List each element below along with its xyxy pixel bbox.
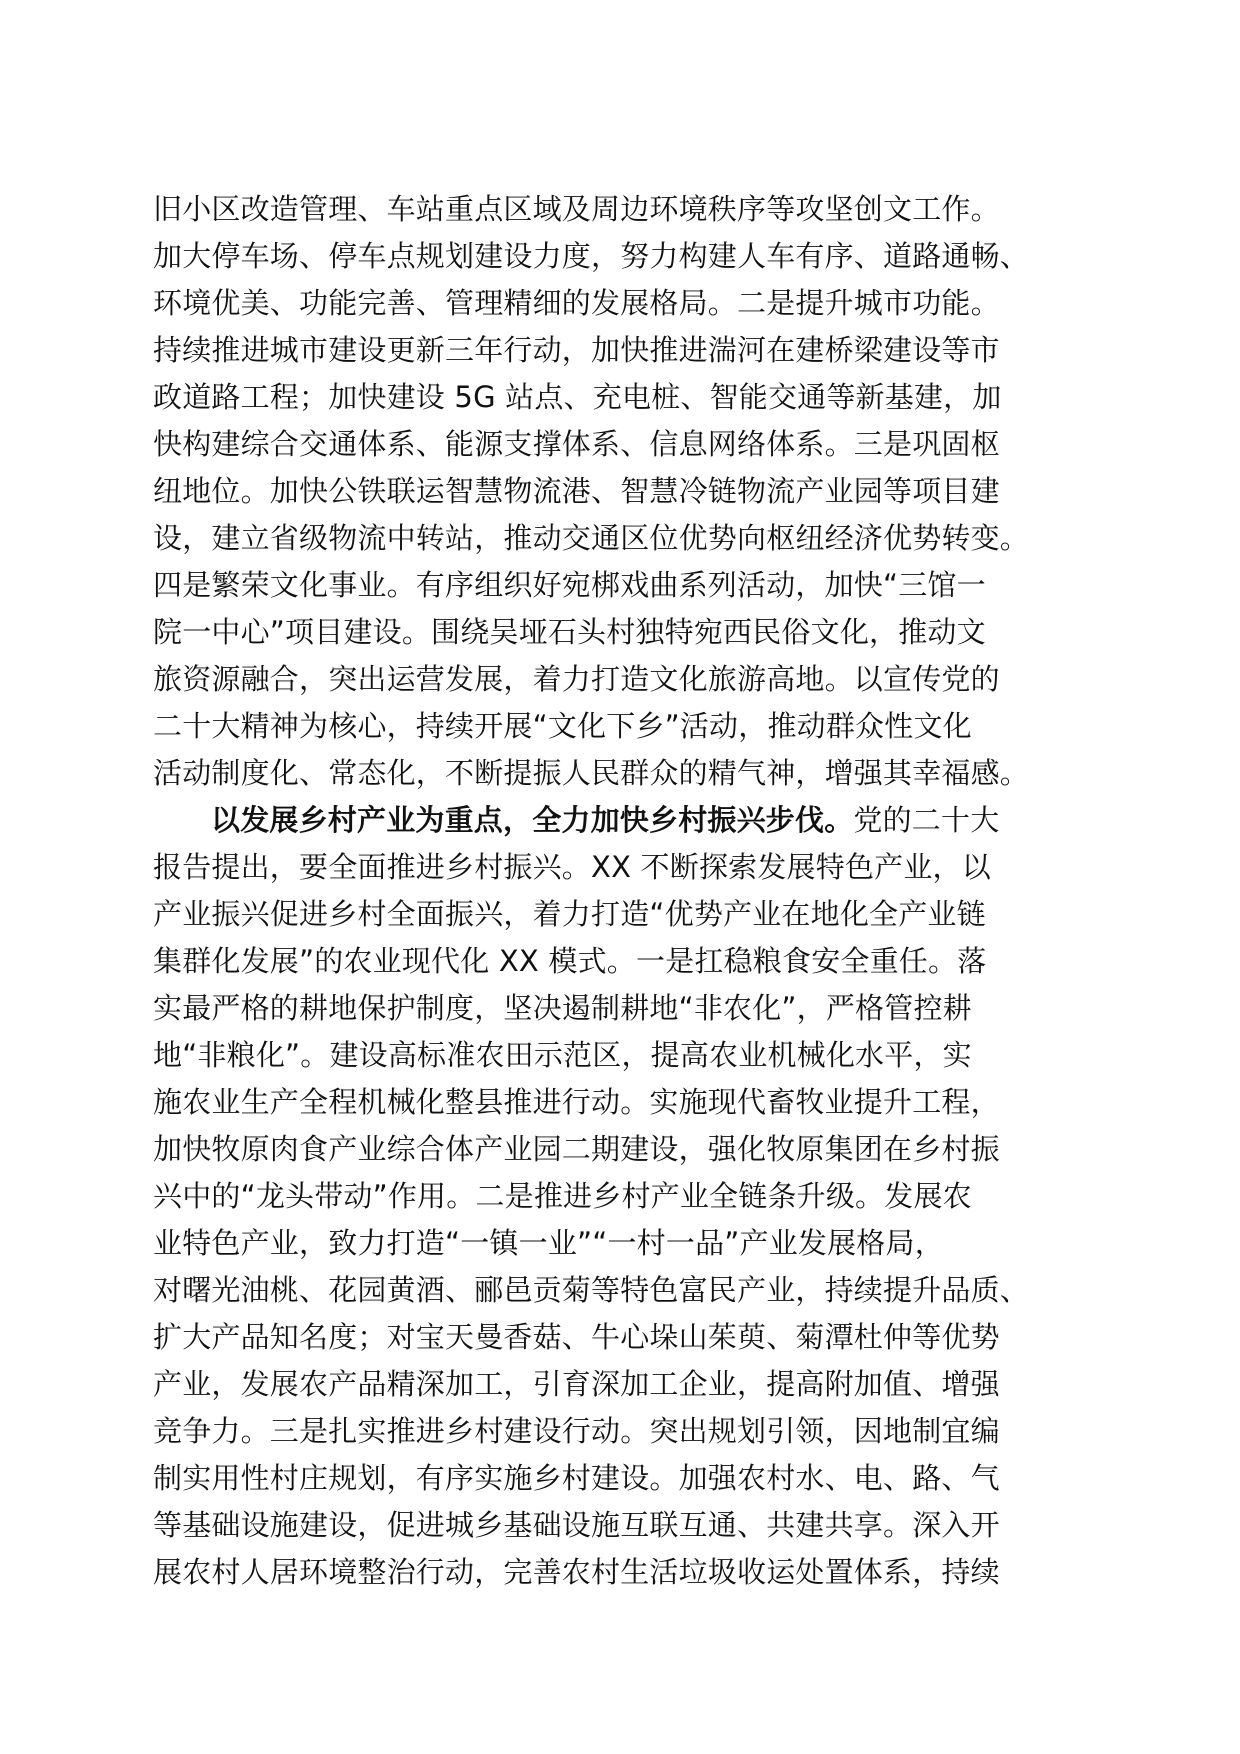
text-line: 政道路工程；加快建设 5G 站点、充电桩、智能交通等新基建，加	[153, 380, 1002, 414]
text-line: 实最严格的耕地保护制度，坚决遏制耕地“非农化”，严格管控耕	[153, 991, 972, 1025]
text-line: 持续推进城市建设更新三年行动，加快推进湍河在建桥梁建设等市	[153, 333, 1000, 367]
text-line: 旧小区改造管理、车站重点区域及周边环境秩序等攻坚创文工作。	[153, 192, 1000, 226]
text-line: 施农业生产全程机械化整县推进行动。实施现代畜牧业提升工程，	[153, 1085, 1000, 1119]
text-line: 加大停车场、停车点规划建设力度，努力构建人车有序、道路通畅、	[153, 239, 1030, 273]
text-line: 产业，发展农产品精深加工，引育深加工企业，提高附加值、增强	[153, 1367, 1000, 1401]
text-line: 活动制度化、常态化，不断提振人民群众的精气神，增强其幸福感。	[153, 756, 1030, 790]
text-line: 环境优美、功能完善、管理精细的发展格局。二是提升城市功能。	[153, 286, 1000, 320]
paragraph-2-heading: 以发展乡村产业为重点，全力加快乡村振兴步伐。	[211, 803, 854, 837]
text-line: 对曙光油桃、花园黄酒、郦邑贡菊等特色富民产业，持续提升品质、	[153, 1273, 1030, 1307]
paragraph-2	[153, 844, 1093, 1596]
text-line: 业特色产业，致力打造“一镇一业”“一村一品”产业发展格局，	[153, 1226, 944, 1260]
text-line: 设，建立省级物流中转站，推动交通区位优势向枢纽经济优势转变。	[153, 521, 1030, 555]
text-line: 二十大精神为核心，持续开展“文化下乡”活动，推动群众性文化	[153, 709, 972, 743]
text-line: 展农村人居环境整治行动，完善农村生活垃圾收运处置体系，持续	[153, 1555, 1000, 1589]
text-line: 旅资源融合，突出运营发展，着力打造文化旅游高地。以宣传党的	[153, 662, 1000, 696]
text-line: 院一中心”项目建设。围绕吴垭石头村独特宛西民俗文化，推动文	[153, 615, 986, 649]
text-line: 集群化发展”的农业现代化 XX 模式。一是扛稳粮食安全重任。落	[153, 944, 987, 978]
text-line: 竞争力。三是扎实推进乡村建设行动。突出规划引领，因地制宜编	[153, 1414, 1000, 1448]
paragraph-2-first-line-rest: 党的二十大	[853, 803, 1000, 837]
paragraph-1	[153, 186, 1093, 797]
text-line: 兴中的“龙头带动”作用。二是推进乡村产业全链条升级。发展农	[153, 1179, 972, 1213]
text-line: 四是繁荣文化事业。有序组织好宛梆戏曲系列活动，加快“三馆一	[153, 568, 986, 602]
paragraph-2-first-line	[153, 797, 1093, 844]
text-line: 加快牧原肉食产业综合体产业园二期建设，强化牧原集团在乡村振	[153, 1132, 1000, 1166]
text-line: 扩大产品知名度；对宝天曼香菇、牛心垛山茱萸、菊潭杜仲等优势	[153, 1320, 1000, 1354]
text-line: 产业振兴促进乡村全面振兴，着力打造“优势产业在地化全产业链	[153, 897, 986, 931]
body-text	[153, 186, 1093, 1596]
text-line: 纽地位。加快公铁联运智慧物流港、智慧冷链物流产业园等项目建	[153, 474, 1000, 508]
text-line: 快构建综合交通体系、能源支撑体系、信息网络体系。三是巩固枢	[153, 427, 1000, 461]
text-line: 等基础设施建设，促进城乡基础设施互联互通、共建共享。深入开	[153, 1508, 1000, 1542]
text-line: 报告提出，要全面推进乡村振兴。XX 不断探索发展特色产业，以	[153, 850, 991, 884]
text-line: 制实用性村庄规划，有序实施乡村建设。加强农村水、电、路、气	[153, 1461, 1000, 1495]
text-line: 地“非粮化”。建设高标准农田示范区，提高农业机械化水平，实	[153, 1038, 972, 1072]
